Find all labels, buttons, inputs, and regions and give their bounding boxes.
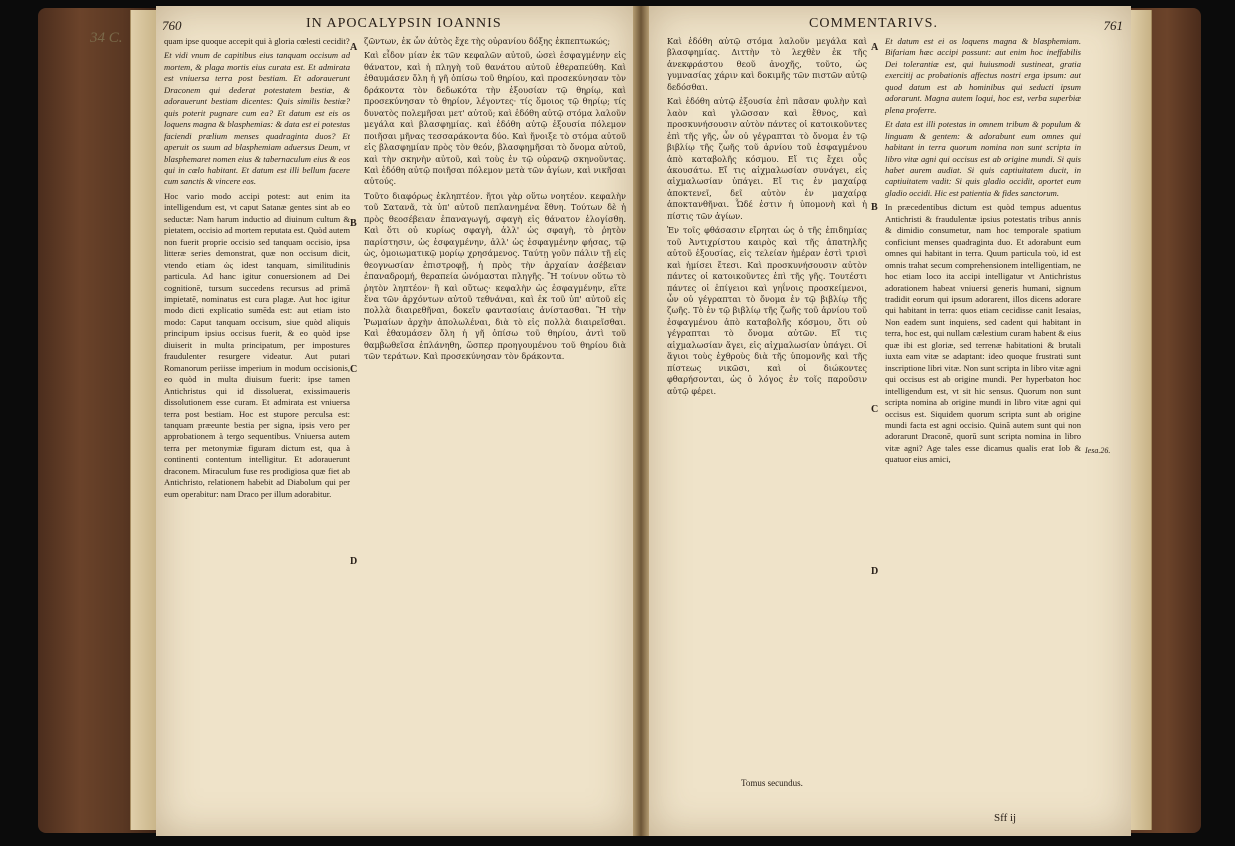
section-letter: B [871, 202, 878, 213]
section-letter: D [871, 566, 879, 577]
section-letter: C [871, 404, 879, 415]
running-title-left: IN APOCALYPSIN IOANNIS [306, 16, 502, 31]
latin-paragraph: Et vidi vnum de capitibus eius tanquam occisum ad mortem, & plaga mortis eius curata est. Et admirata est vniuersa terra post bestiam. Et adorauerunt Draconem qui dederat potestatem bestiæ, & adorauerunt bestiam dicentes: Quis similis bestiæ? quis poterit pugnare cum ea? Et datum est eis os loquens magna & blasphemias: & data est ei potestas faciendi prælium menses quadraginta duos? Et aperuit os suum ad blasphemiam aduersus Deum, vt blasphemaret nomen eius & tabernaculum eius & eos qui in cœlo habitant. Et datum est illi bellum facere cum sanctis & vincere eos. [164, 50, 350, 187]
greek-column-right [667, 36, 867, 778]
right-page-stack [1129, 10, 1152, 830]
book-gutter [633, 6, 649, 836]
running-title-right: COMMENTARIVS. [809, 16, 938, 31]
margin-reference: Iesa.26. [1085, 446, 1111, 455]
signature-line: Tomus secundus. [741, 778, 803, 788]
greek-paragraph: Ἐν τοῖς φθάσασιν εἴρηται ὡς ὁ τῆς ἐπιδημίας τοῦ Ἀντιχρίστου καιρὸς καὶ τῆς ἀπατηλῆς αὐτοῦ ἐξουσίας, εἰς τελείαν ἡμέραν ἐστὶ τρισὶ καὶ ἡμίσει ἔτεσι. Καὶ προσκυνήσουσιν αὐτὸν πάντες οἱ κατοικοῦντες ἐπὶ τῆς γῆς. Τουτέστι πάντες οἱ ἐπίγειοι καὶ γηΐνοις προσκείμενοι, ὧν οὐ γέγραπται τὸ ὄνομα ἐν τῷ βιβλίῳ τῆς ζωῆς. Τὸ ἐν τῷ βιβλίῳ τῆς ζωῆς τοῦ ἀρνίου τοῦ ἐσφαγμένου ἀπὸ καταβολῆς κόσμου, ὅτι οὐ γέγραπται τὸ ὄνομα αὐτῶν. Εἴ τις αἰχμαλωσίαν ἄγει, εἰς αἰχμαλωσίαν ὑπάγει. Οἱ ἅγιοι τοὺς ἐχθροὺς διὰ τῆς ὑπομονῆς καὶ τῆς πίστεως νικῶσι, καὶ οἱ διώκοντες φθαρήσονται, ὡς ὁ λόγος ἐν τοῖς παροῦσιν αὐτῷ φέρει. [667, 225, 867, 396]
section-letter: C [350, 364, 358, 375]
latin-paragraph: Hoc vario modo accipi potest: aut enim ita intelligendum est, vt caput Satanæ gentes sint ab eo seductæ: Nam harum inductio ad diuinum cultum & pietatem, occisio ad mortem reputata est. Quòd autem non fuerit proprie occisio sed tanquam occisio, ipsa litteræ series demonstrat, quæ non occisum dicit, vtendo etiam ὡς idest tanquam, similitudinis particula. Ad hanc igitur conuersionem ad Dei cognitionē, tursum succedens recursus ad primā impietatē, nominatus est cura plagæ. Aut hoc igitur modo dicti explicatio sumēda est: aut etiam isto modo: Caput tanquam occisum, siue quòd aliquis principum ipsius occisus fuerit, & eo quòd ipse diuiserit in multa principatum, per impostures fraudulenter resurgere videatur. Aut putari Romanorum periisse imperium in modum occisionis, eo quòd in multa diuisum fuerit: ipse tamen Antichristus qui id dissoluerat, exissimaueris dissolutionem esse curam. Et admirata est vniuersa terra post bestiam. Hoc est stupore perculsa est: tanquam præeunte bestia per signa, ipsis vero per approbationem à tergo sequentibus. Vniuersa autem terra per metonymiæ figuram dictum est, qua à continenti contentum intelligitur. Et adorauerunt draconem. Miraculum fuse res prodigiosa quæ fiet ab Antichristo, relationem habebit ad Diabolum qui per eum operabitur: nam Draco per illum adorabitur. [164, 190, 350, 499]
latin-column-right [885, 36, 1081, 806]
section-letter: B [350, 218, 357, 229]
page-number-right: 761 [1103, 18, 1123, 33]
latin-column-left [164, 36, 350, 832]
left-page-stack [130, 10, 159, 830]
page-number-left: 760 [162, 18, 182, 33]
latin-paragraph: Et data est illi potestas in omnem tribum & populum & linguam & gentem: & adorabunt eum omnes qui habitant in terra quorum nomina non sunt scripta in libro vitæ agni qui occisus est ab origine mundi. Si quis habet aurem audiat. Si quis captiuitatem ducit, in captiuitatem vadit: Si quis gladio occidit, oportet eum gladio occidi. Hic est patientia & fides sanctorum. [885, 119, 1081, 198]
right-page [649, 6, 1131, 836]
latin-paragraph: Et datum est ei os loquens magna & blasphemiam. Bifariam hæc accipi possunt: aut enim hoc ineffabilis Dei tolerantiæ est, qui huiusmodi sustineat, gratia exercitij ac probationis affectus nostri erga ipsum: aut quod datum est ab hominibus qui seducti ipsum adorarunt. Magna autem loqui, hoc est, verba superbiæ plena proferre. [885, 36, 1081, 115]
greek-column-left [364, 36, 626, 832]
greek-paragraph: Τοῦτο διαφόρως ἐκληπτέον. ἤτοι γὰρ οὕτω νοητέον. κεφαλὴν τοῦ Σατανᾶ, τὰ ὑπ' αὐτοῦ πεπλανημένα ἔθνη. Τούτων δὲ ἡ πρὸς θεοσέβειαν ἐπαναγωγή, σφαγὴ εἰς θάνατον ἐλογίσθη. Καὶ ὅτι οὐ κυρίως σφαγὴ, ἀλλ' ὡς σφαγὴ, τὸ ῥητὸν παρίστησιν, ὡς ἐσφαγμένην, ἀλλ' ὡς ἐσφαγμένην φήσας, τῷ ὡς, ὁμοιωματικῷ μορίῳ χρησάμενος. Ταύτῃ γοῦν πάλιν τῇ εἰς θεογνωσίαν ἐπιστροφῇ, ἡ πρὸς τὴν ἀρχαίαν ἀσέβειαν ἐπαναδρομή, θεραπεία ὠνόμασται πληγῆς. Ἢ τοίνυν οὕτω τὸ ῥητὸν ληπτέον· ἢ καὶ οὕτως· κεφαλὴν ὡς ἐσφαγμένην, εἴτε ἕνα τῶν ἀρχόντων αὐτοῦ τεθνάναι, καὶ ἐκ τοῦ ὑπ' αὐτοῦ εἰς πολλὰ διαιρεθῆναι, δοκεῖν φαντασίαις ἀνίστασθαι. Ἢ τὴν Ῥωμαίων ἀρχὴν ἀπολωλέναι, διὰ τὸ εἰς πολλὰ διαιρεῖσθαι. Καὶ ἐθαυμάσεν ὅλη ἡ γῆ ὀπίσω τοῦ θηρίου, ἀντὶ τοῦ θαμβωθεῖσα ἐπλάνηθη, ὥσπερ προηγουμένου τοῦ θηρίου διὰ τῶν τεράτων. Καὶ προσεκύνησαν τὸν δράκοντα. [364, 190, 626, 362]
greek-paragraph: ζῶντων, ἐκ ὧν ἀὐτὸς ἔχε τὴς οὐρανίου δόξης ἐκπεπτωκώς; [364, 36, 611, 46]
latin-paragraph: In præcedentibus dictum est quòd tempus aduentus Antichristi & fraudulentæ ipsius potestatis tribus annis & dimidio consumetur, nam hoc temporale spatium conficiunt menses quadraginta duo. Et adorabunt eum omnes qui habitant in terra. Quum particula τοὺ, id est omnis trahat secum comprehensionem intelligentiam, ne hoc etiam loco ita accipi intelligatur vt Antichristus adorationem habeat vniuersi generis humani, signum tradidit eorum qui ipsum adorarent, illos dicens adorare qui habitant in terra: quos etiam cecidisse canit Iesaias, Non eadem sunt inquiens, sed cadent qui habitant in terra, hoc est, qui nullam cælestium curam habent & eius quæ ibi est gloriæ, sed terrenæ habitationi & brutali iuxta eam vitæ se adaptant: ideo quoque frustrati sunt inscriptione libri vitæ. Non sunt scripta in libro vitæ agni qui occisus est ab origine mundi. Per hyperbaton hoc intelligendum est, vt sit hic sensus. Quorum non sunt scripta nomina ab origine mundi in libro vitæ agni qui occisus est. Siquidem quorum scripta sunt ab origine mundi facta est agni occisio. Quinã autem sunt qui non adorarunt Draconē, quorū sunt scripta nomina in libro vitæ agni? Age tales esse dicamus qualis erat Iob & quatuor eius amici, [885, 202, 1081, 465]
signature-mark: Sff ij [994, 812, 1017, 824]
section-letter: D [350, 556, 358, 567]
greek-paragraph: Καὶ ἐδόθη αὐτῷ ἐξουσία ἐπὶ πᾶσαν φυλὴν καὶ λαὸν καὶ γλῶσσαν καὶ ἔθνος, καὶ προσκυνήσουσιν αὐτὸν πάντες οἱ κατοικοῦντες ἐπὶ τῆς γῆς, ὧν οὐ γέγραπται τὸ ὄνομα ἐν τῷ βιβλίῳ τῆς ζωῆς τοῦ ἀρνίου τοῦ ἐσφαγμένου ἀπὸ καταβολῆς κόσμου. Εἴ τις ἔχει οὖς ἀκουσάτω. Εἴ τις αἰχμαλωσίαν συνάγει, εἰς αἰχμαλωσίαν ὑπάγει. Εἴ τις ἐν μαχαίρᾳ ἀποκτενεῖ, δεῖ αὐτὸν ἐν μαχαίρᾳ ἀποκτανθῆναι. Ὧδέ ἐστιν ἡ ὑπομονὴ καὶ ἡ πίστις τῶν ἁγίων. [667, 96, 867, 221]
open-book [38, 0, 1201, 846]
latin-paragraph: quam ipse quoque accepit qui à gloria cœlesti cecidit? [164, 36, 350, 46]
greek-paragraph: Καὶ ἐδόθη αὐτῷ στόμα λαλοῦν μεγάλα καὶ βλασφημίας. Διττὴν τὸ λεχθὲν ἐκ τῆς ἀνεκφράστου θεοῦ ἀνοχῆς, τοῦτο, ὡς γυμνασίας χάριν καὶ δοκιμῆς τῶν πιστῶν αὐτῷ δεδόσθαι. [667, 36, 867, 92]
greek-paragraph: Καὶ εἶδον μίαν ἐκ τῶν κεφαλῶν αὐτοῦ, ὡσεὶ ἐσφαγμένην εἰς θάνατον, καὶ ἡ πληγὴ τοῦ θανάτου αὐτοῦ ἐθεραπεύθη. Καὶ ἐθαυμάσεν ὅλη ἡ γῆ ὀπίσω τοῦ θηρίου, καὶ προσεκύνησαν τὸν δράκοντα τὸν δεδωκότα τὴν ἐξουσίαν τῷ θηρίῳ, καὶ προσεκύνησαν τὸ θηρίον, λέγοντες· τίς ὅμοιος τῷ θηρίῳ; τίς δυνατὸς πολεμῆσαι μετ' αὐτοῦ; καὶ ἐδόθη αὐτῷ στόμα λαλοῦν μεγάλα καὶ βλασφημίας. καὶ ἐδόθη αὐτῷ ἐξουσία πόλεμον ποιῆσαι μῆνας τεσσαράκοντα δύο. Καὶ ἤνοιξε τὸ στόμα αὐτοῦ εἰς βλασφημίαν πρὸς τὸν θεόν, βλασφημῆσαι τὸ ὄνομα αὐτοῦ, καὶ τὴν σκηνὴν αὐτοῦ, καὶ τοὺς ἐν τῷ οὐρανῷ σκηνοῦντας. Καὶ ἐδόθη αὐτῷ ποιῆσαι πόλεμον μετὰ τῶν ἁγίων, καὶ νικῆσαι αὐτούς. [364, 50, 626, 187]
section-letter: A [350, 42, 358, 53]
handwritten-margin-note: 34 C. [90, 30, 123, 46]
left-page [156, 6, 633, 836]
section-letter: A [871, 42, 879, 53]
